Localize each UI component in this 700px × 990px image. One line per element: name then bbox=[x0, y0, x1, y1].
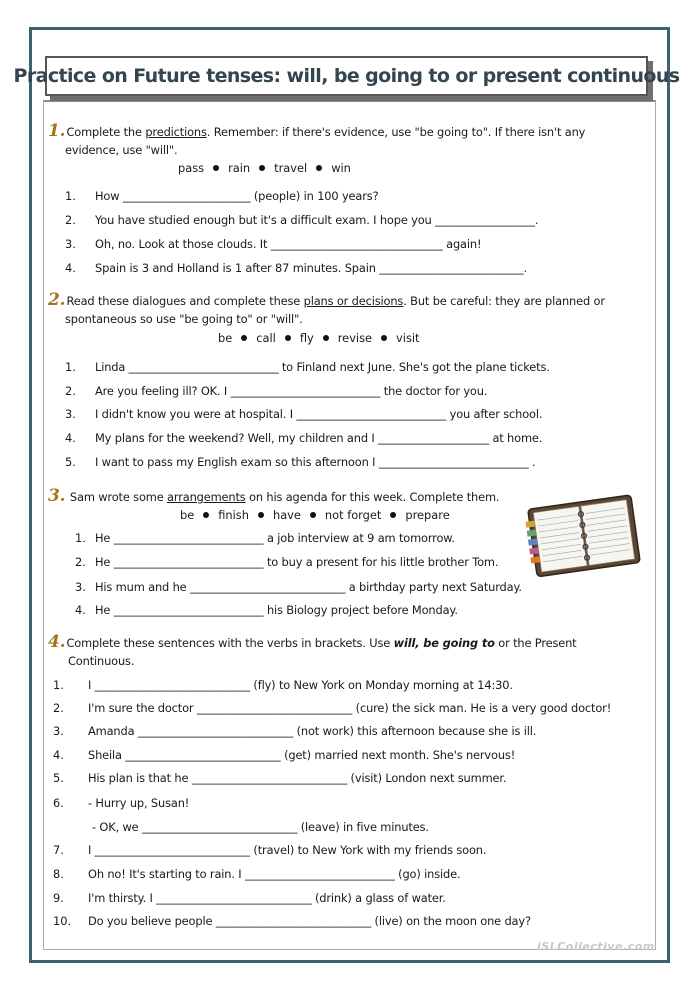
word: revise bbox=[337, 331, 373, 345]
s4-intro-a: Complete these sentences with the verbs in brackets. Use bbox=[66, 636, 394, 650]
bullet-icon bbox=[258, 512, 264, 518]
exercise-sentence: His mum and he ____________________________ a birthday party next Saturday. bbox=[95, 580, 522, 594]
exercise-sentence: Do you believe people ____________________________ (live) on the moon one day? bbox=[88, 914, 531, 928]
exercise-sentence: I ____________________________ (fly) to New York on Monday morning at 14:30. bbox=[88, 678, 513, 692]
exercise-sentence: How _______________________ (people) in 100 years? bbox=[95, 189, 379, 203]
bullet-icon bbox=[310, 512, 316, 518]
exercise-sentence: I'm sure the doctor ____________________________ (cure) the sick man. He is a very good doctor! bbox=[88, 701, 612, 715]
item-number: 4. bbox=[75, 603, 86, 617]
s3-intro-b: on his agenda for this week. Complete them. bbox=[245, 490, 500, 504]
exercise-sentence: I didn't know you were at hospital. I ___________________________ you after school. bbox=[95, 407, 543, 421]
item-number: 2. bbox=[65, 213, 76, 227]
item-number: 5. bbox=[65, 455, 76, 469]
bullet-icon bbox=[390, 512, 396, 518]
word: be bbox=[180, 508, 195, 522]
exercise-sentence: Sheila ____________________________ (get) married next month. She's nervous! bbox=[88, 748, 516, 762]
worksheet-title: Practice on Future tenses: will, be going to or present continuous bbox=[13, 65, 680, 87]
word: rain bbox=[228, 161, 251, 175]
item-number: 6. bbox=[53, 796, 64, 810]
exercise-sentence: He ___________________________ to buy a present for his little brother Tom. bbox=[95, 555, 499, 569]
s1-intro-a: Complete the bbox=[66, 125, 146, 139]
s2-intro-a: Read these dialogues and complete these bbox=[66, 294, 304, 308]
item-number: 7. bbox=[53, 843, 64, 857]
s1-intro-line2: evidence, use "will". bbox=[65, 143, 178, 157]
word: call bbox=[256, 331, 276, 345]
item-number: 4. bbox=[65, 261, 76, 275]
item-number: 2. bbox=[65, 384, 76, 398]
s3-word-bank bbox=[180, 508, 450, 522]
exercise-sentence: I'm thirsty. I ____________________________ (drink) a glass of water. bbox=[88, 891, 446, 905]
s2-intro-keyword: plans or decisions bbox=[303, 294, 404, 308]
item-number: 1. bbox=[65, 189, 76, 203]
word: be bbox=[218, 331, 233, 345]
s4-intro-keywords: will, be going to bbox=[393, 636, 495, 650]
exercise-sentence: - OK, we ____________________________ (leave) in five minutes. bbox=[92, 820, 429, 834]
exercise-sentence: - Hurry up, Susan! bbox=[88, 796, 190, 810]
exercise-sentence: Are you feeling ill? OK. I ___________________________ the doctor for you. bbox=[95, 384, 488, 398]
item-number: 4. bbox=[53, 748, 64, 762]
s1-intro-b: . Remember: if there's evidence, use "be going to". If there isn't any bbox=[206, 125, 586, 139]
item-number: 8. bbox=[53, 867, 64, 881]
item-number: 2. bbox=[75, 555, 86, 569]
exercise-sentence: His plan is that he ____________________________ (visit) London next summer. bbox=[88, 771, 507, 785]
word: win bbox=[331, 161, 351, 175]
exercise-sentence: Amanda ____________________________ (not work) this afternoon because she is ill. bbox=[88, 724, 537, 738]
s1-word-bank bbox=[178, 161, 351, 175]
s2-intro-line2: spontaneous so use "be going to" or "will". bbox=[65, 312, 303, 326]
s1-number: 1. bbox=[48, 121, 66, 141]
item-number: 1. bbox=[53, 678, 64, 692]
bullet-icon bbox=[241, 335, 247, 341]
word: fly bbox=[299, 331, 314, 345]
word: finish bbox=[218, 508, 249, 522]
item-number: 3. bbox=[53, 724, 64, 738]
s4-intro bbox=[48, 632, 577, 652]
s1-intro bbox=[48, 121, 586, 141]
word: prepare bbox=[405, 508, 450, 522]
bullet-icon bbox=[285, 335, 291, 341]
s3-intro bbox=[48, 486, 500, 506]
item-number: 5. bbox=[53, 771, 64, 785]
s4-intro-line2: Continuous. bbox=[68, 654, 135, 668]
exercise-sentence: Oh, no. Look at those clouds. It _______________________________ again! bbox=[95, 237, 482, 251]
word: visit bbox=[396, 331, 420, 345]
s2-intro bbox=[48, 290, 605, 310]
exercise-sentence: He ___________________________ a job interview at 9 am tomorrow. bbox=[95, 531, 455, 545]
s4-intro-b: or the Present bbox=[494, 636, 577, 650]
exercise-sentence: My plans for the weekend? Well, my children and I ____________________ at home. bbox=[95, 431, 543, 445]
s3-intro-a: Sam wrote some bbox=[66, 490, 168, 504]
exercise-sentence: Spain is 3 and Holland is 1 after 87 minutes. Spain __________________________. bbox=[95, 261, 527, 275]
s2-intro-b: . But be careful: they are planned or bbox=[403, 294, 605, 308]
item-number: 3. bbox=[65, 407, 76, 421]
bullet-icon bbox=[203, 512, 209, 518]
word: have bbox=[272, 508, 301, 522]
item-number: 3. bbox=[75, 580, 86, 594]
exercise-sentence: I ____________________________ (travel) to New York with my friends soon. bbox=[88, 843, 487, 857]
s1-intro-keyword: predictions bbox=[145, 125, 207, 139]
word: not forget bbox=[324, 508, 382, 522]
item-number: 9. bbox=[53, 891, 64, 905]
exercise-sentence: Linda ___________________________ to Finland next June. She's got the plane tickets. bbox=[95, 360, 550, 374]
item-number: 1. bbox=[65, 360, 76, 374]
exercise-sentence: You have studied enough but it's a difficult exam. I hope you __________________. bbox=[95, 213, 539, 227]
s2-word-bank bbox=[218, 331, 420, 345]
item-number: 10. bbox=[53, 914, 72, 928]
watermark: iSLCollective.com bbox=[537, 940, 655, 953]
exercise-sentence: I want to pass my English exam so this afternoon I ___________________________ . bbox=[95, 455, 536, 469]
item-number: 3. bbox=[65, 237, 76, 251]
bullet-icon bbox=[323, 335, 329, 341]
exercise-sentence: Oh no! It's starting to rain. I ___________________________ (go) inside. bbox=[88, 867, 461, 881]
item-number: 4. bbox=[65, 431, 76, 445]
title-banner bbox=[13, 56, 680, 96]
bullet-icon bbox=[381, 335, 387, 341]
s4-number: 4. bbox=[48, 632, 66, 652]
s2-number: 2. bbox=[48, 290, 66, 310]
s3-number: 3. bbox=[48, 486, 66, 506]
exercise-sentence: He ___________________________ his Biology project before Monday. bbox=[95, 603, 458, 617]
bullet-icon bbox=[213, 165, 219, 171]
item-number: 2. bbox=[53, 701, 64, 715]
bullet-icon bbox=[316, 165, 322, 171]
bullet-icon bbox=[259, 165, 265, 171]
agenda-book-icon bbox=[524, 492, 642, 580]
item-number: 1. bbox=[75, 531, 86, 545]
s3-intro-keyword: arrangements bbox=[167, 490, 246, 504]
word: pass bbox=[178, 161, 205, 175]
word: travel bbox=[274, 161, 308, 175]
